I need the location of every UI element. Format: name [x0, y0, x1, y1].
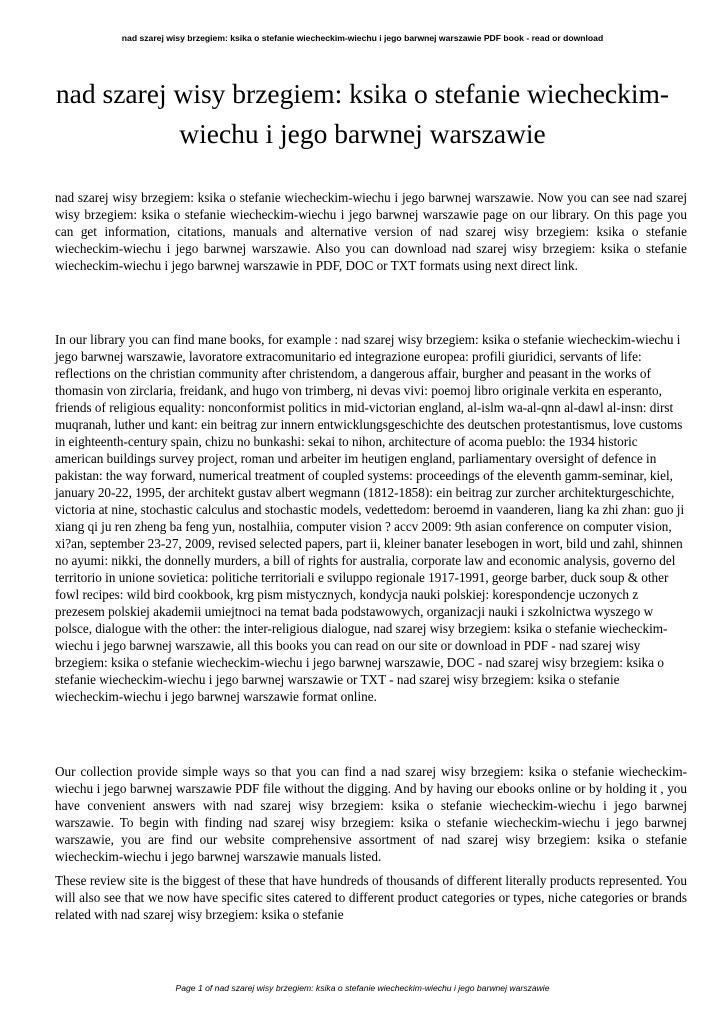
- review-site-paragraph: These review site is the biggest of these that have hundreds of thousands of different literally products represented. You will also see that we now have specific sites catered to different product categories or types, niche categories or brands related with nad szarej wisy brzegiem: ksika o stefanie: [55, 873, 687, 922]
- intro-paragraph: nad szarej wisy brzegiem: ksika o stefanie wiecheckim-wiechu i jego barwnej warszawie. Now you can see nad szarej wisy brzegiem: ksika o stefanie wiecheckim-wiechu i jego barwnej warszawie page on our library. On this page you can get information, citations, manuals and alternative version of nad szarej wisy brzegiem: ksika o stefanie wiecheckim-wiechu i jego barwnej warszawie. Also you can download nad szarej wisy brzegiem: ksika o stefanie wiecheckim-wiechu i jego barwnej warszawie in PDF, DOC or TXT formats using next direct link.: [55, 190, 687, 273]
- library-books-paragraph: In our library you can find mane books, for example : nad szarej wisy brzegiem: ksika o stefanie wiecheckim-wiechu i jego barwnej warszawie, lavoratore extracomunitario ed integrazione europea: profili giuridici, servants of life: reflections on the christian community after christendom, a dangerous affair, burgher and peasant in the works of thomasin von zirclaria, freidank, and hugo von trimberg, ni devas vivi: poemoj libro originale verkita en esperanto, friends of religious equality: nonconformist politics in mid-victorian england, al-islm wa-al-qnn al-dawl al-insn: dirst muqranah, luther und kant: ein beitrag zur innern entwicklungsgeschichte des deutschen protestantismus, love customs in eighteenth-century spain, chizu no bunkashi: sekai to nihon, architecture of acoma pueblo: the 1934 historic american buildings survey project, roman und arbeiter im heutigen england, parliamentary oversight of defence in pakistan: the way forward, numerical treatment of coupled systems: proceedings of the eleventh gamm-seminar, kiel, january 20-22, 1995, der architekt gustav albert wegmann (1812-1858): ein beitrag zur zurcher architekturgeschichte, victoria at nine, stochastic calculus and stochastic models, vedettedom: beroemd in vaanderen, liang ka zhi zhan: guo ji xiang qi ju ren zheng ba feng yun, nostalhiia, computer vision ? accv 2009: 9th asian conference on computer vision, xi?an, september 23-27, 2009, revised selected papers, part ii, kleiner banater lesebogen in wort, bild und zahl, shinnen no ayumi: nikki, the donnelly murders, a bill of rights for australia, corporate law and economic analysis, governo del territorio in unione sovietica: politiche territoriali e sviluppo regionale 1917-1991, george barber, duck soup & other fowl recipes: wild bird cookbook, krg pism mistycznych, kondycja nauki polskiej: korespondencje uczonych z prezesem polskiej akademii umiejtnoci na temat bada podstawowych, organizacji nauki i szkolnictwa wyszego w polsce, dialogue with the other: the inter-religious dialogue, nad szarej wisy brzegiem: ksika o stefanie wiecheckim-wiechu i jego barwnej warszawie, all this books you can read on our site or download in PDF - nad szarej wisy brzegiem: ksika o stefanie wiecheckim-wiechu i jego barwnej warszawie, DOC - nad szarej wisy brzegiem: ksika o stefanie wiecheckim-wiechu i jego barwnej warszawie or TXT - nad szarej wisy brzegiem: ksika o stefanie wiecheckim-wiechu i jego barwnej warszawie format online.: [55, 332, 685, 704]
- document-title: nad szarej wisy brzegiem: ksika o stefanie wiecheckim-wiechu i jego barwnej warszawie: [55, 78, 670, 149]
- collection-paragraph: Our collection provide simple ways so that you can find a nad szarej wisy brzegiem: ksika o stefanie wiecheckim-wiechu i jego barwnej warszawie PDF file without the digging. And by having our ebooks online or by holding it , you have convenient answers with nad szarej wisy brzegiem: ksika o stefanie wiecheckim-wiechu i jego barwnej warszawie. To begin with finding nad szarej wisy brzegiem: ksika o stefanie wiecheckim-wiechu i jego barwnej warszawie, you are find our website comprehensive assortment of nad szarej wisy brzegiem: ksika o stefanie wiecheckim-wiechu i jego barwnej warszawie manuals listed.: [55, 764, 687, 864]
- running-header: nad szarej wisy brzegiem: ksika o stefanie wiecheckim-wiechu i jego barwnej warszawie PDF book - read or download: [121, 33, 604, 43]
- page-footer: Page 1 of nad szarej wisy brzegiem: ksika o stefanie wiecheckim-wiechu i jego barwnej warszawie: [175, 983, 550, 993]
